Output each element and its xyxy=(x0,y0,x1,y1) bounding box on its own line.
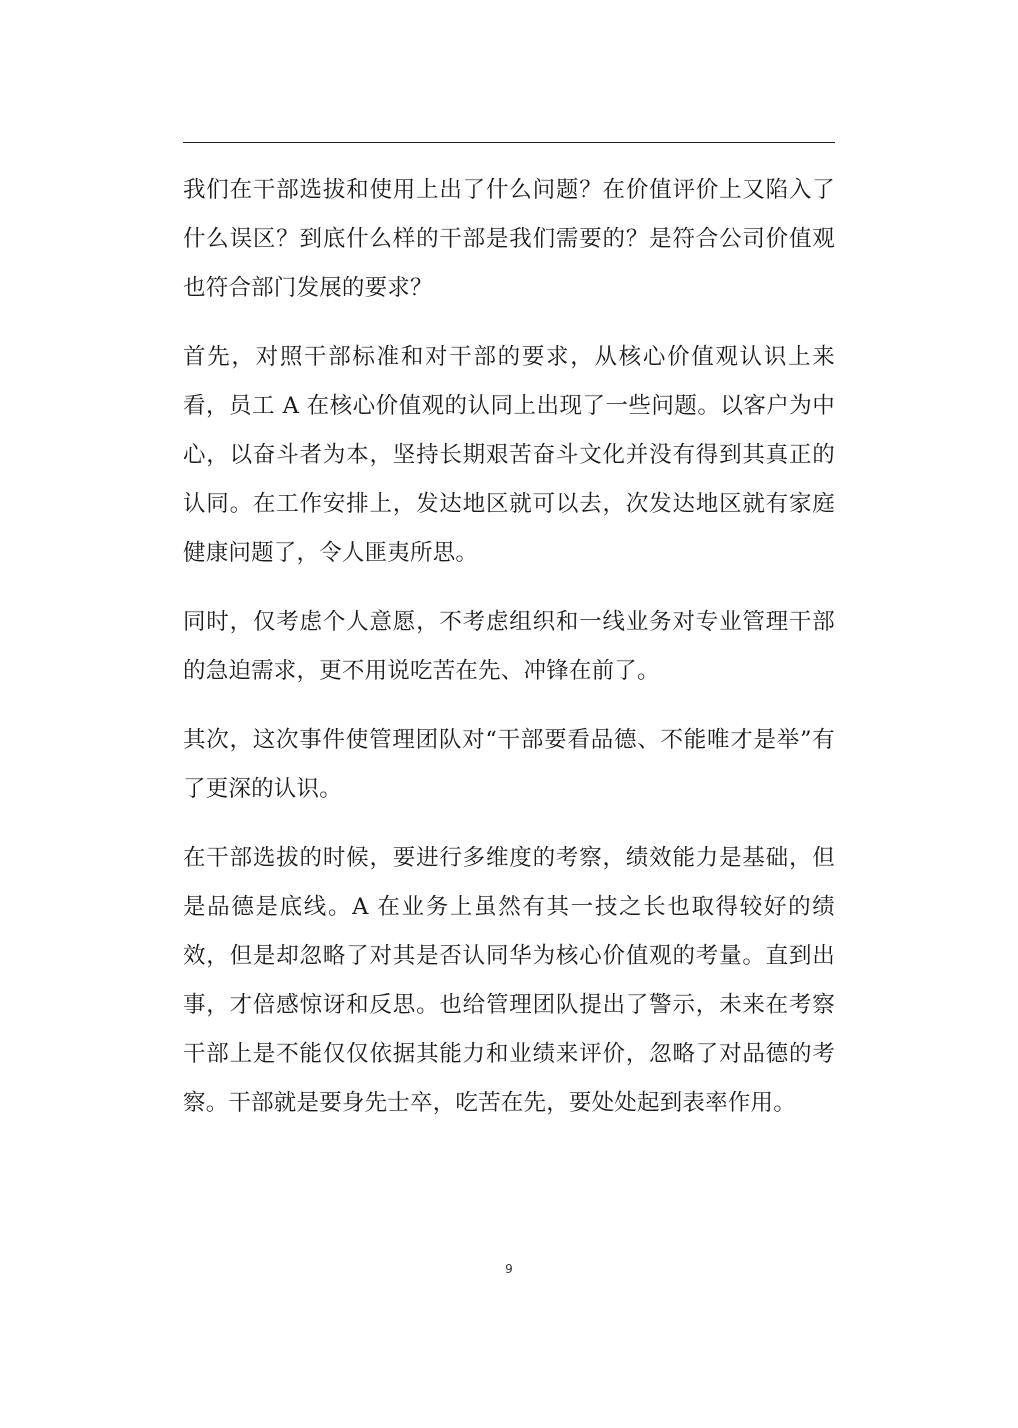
header-rule xyxy=(183,142,835,143)
paragraph: 同时，仅考虑个人意愿，不考虑组织和一线业务对专业管理干部的急迫需求，更不用说吃苦在先、冲锋在前了。 xyxy=(183,609,835,684)
paragraph: 我们在干部选拔和使用上出了什么问题？在价值评价上又陷入了什么误区？到底什么样的干部是我们需要的？是符合公司价值观也符合部门发展的要求？ xyxy=(183,177,835,301)
page-number: 9 xyxy=(505,1262,513,1276)
body-text xyxy=(183,166,835,1148)
paragraph: 在干部选拔的时候，要进行多维度的考察，绩效能力是基础，但是品德是底线。A 在业务上虽然有其一技之长也取得较好的绩效，但是却忽略了对其是否认同华为核心价值观的考量。直到出事，才倍感惊讶和反思。也给管理团队提出了警示，未来在考察干部上是不能仅仅依据其能力和业绩来评价，忽略了对品德的考察。干部就是要身先士卒，吃苦在先，要处处起到表率作用。 xyxy=(183,845,835,1116)
paragraph: 其次，这次事件使管理团队对“干部要看品德、不能唯才是举”有了更深的认识。 xyxy=(183,727,835,802)
paragraph: 首先，对照干部标准和对干部的要求，从核心价值观认识上来看，员工 A 在核心价值观的认同上出现了一些问题。以客户为中心，以奋斗者为本，坚持长期艰苦奋斗文化并没有得到其真正的认同。在工作安排上，发达地区就可以去，次发达地区就有家庭健康问题了，令人匪夷所思。 xyxy=(183,344,835,566)
